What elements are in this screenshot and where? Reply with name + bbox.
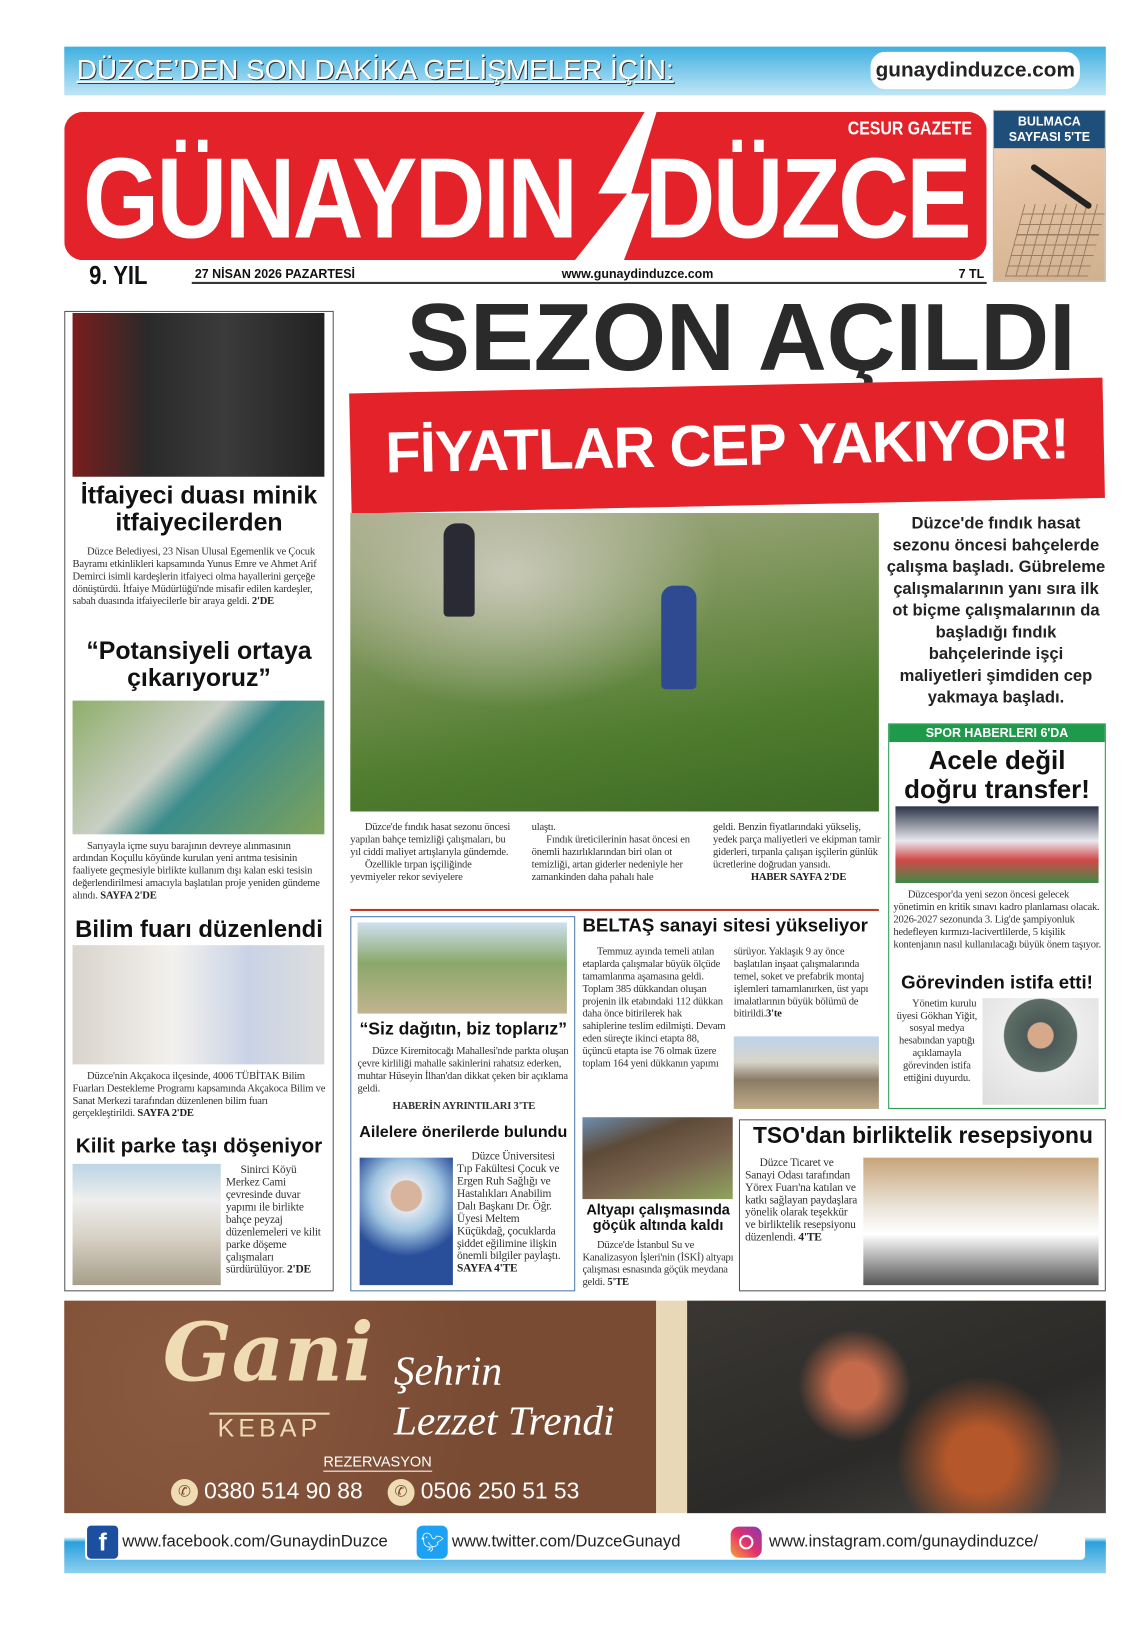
- ad-brand-sub: KEBAP: [209, 1413, 329, 1444]
- twitter-icon[interactable]: 🐦︎: [417, 1526, 448, 1559]
- ad-slogan-1: Şehrin: [393, 1347, 503, 1394]
- pen-icon: [1030, 163, 1093, 210]
- top-banner-site[interactable]: gunaydinduzce.com: [871, 52, 1080, 89]
- year-label: 9. YIL: [89, 261, 148, 291]
- lead-col-3: geldi. Benzin fiyatlarındaki yükseliş, yedek parça maliyetleri ve ekipman tamir giderleri, tırpanla çalışan işçilerin günlük ücretlerine doğrudan yansıdı. HABER SAYFA 2'DE: [713, 821, 881, 884]
- article-title[interactable]: BELTAŞ sanayi sitesi yükseliyor: [582, 915, 868, 936]
- instagram-link[interactable]: www.instagram.com/gunaydinduzce/: [769, 1532, 1039, 1551]
- article-title[interactable]: “Potansiyeli ortaya çıkarıyoruz”: [86, 637, 312, 693]
- article-ref[interactable]: HABERİN AYRINTILARI 3'TE: [392, 1100, 536, 1113]
- industrial-site-photo: [734, 1036, 879, 1109]
- article-title[interactable]: Ailelere önerilerde bulundu: [359, 1123, 568, 1142]
- phone-icon: ✆: [171, 1479, 198, 1506]
- water-plant-photo: [73, 701, 325, 835]
- phone-icon: ✆: [388, 1479, 415, 1506]
- lead-photo: [350, 513, 879, 811]
- site-url[interactable]: www.gunaydinduzce.com: [561, 266, 714, 281]
- lead-summary: Düzce'de fındık hasat sezonu öncesi bahçelerde çalışma başladı. Gübreleme çalışmalarının yanı sıra ilk ot biçme çalışmalarının da başladığı fındık bahçelerinde işçi maliyetleri şimdiden cep yakmaya başladı.: [886, 515, 1106, 707]
- article-title[interactable]: Bilim fuarı düzenlendi: [75, 915, 323, 943]
- article-body: Düzcespor'da yeni sezon öncesi gelecek yönetimin en kritik sınavı kadro planlaması olacak. 2026-2027 sezonunda 3. Lig'de şampiyonluk hedefleyen kırmızı-lacivertlilerde, 5 kişilik kontenjanın nasıl kullanılacağı büyük önem taşıyor.: [893, 889, 1101, 951]
- lead-title: SEZON AÇILDI: [406, 285, 1076, 391]
- team-photo: [895, 806, 1098, 883]
- date-label: 27 NİSAN 2026 PAZARTESİ: [194, 266, 355, 281]
- top-banner: [64, 47, 1106, 96]
- instagram-icon[interactable]: [731, 1527, 762, 1558]
- masthead-rule: [192, 282, 987, 284]
- park-photo: [358, 922, 567, 1013]
- official-photo: [983, 998, 1099, 1105]
- lead-subtitle: FİYATLAR CEP YAKIYOR!: [384, 405, 1070, 485]
- ad-brand-logo: Gani: [162, 1305, 374, 1401]
- lead-subtitle-banner: [349, 378, 1105, 514]
- masthead-name-right: DÜZCE: [644, 134, 969, 263]
- article-body: Düzce'nin Akçakoca ilçesinde, 4006 TÜBİTAK Bilim Fuarları Destekleme Programı kapsamında Akçakoca Bilim ve Sanat Merkezi tarafından düzenlenen bilim fuarı gerçekleştirildi. SAYFA 2'DE: [72, 1070, 326, 1120]
- masthead-name-left: GÜNAYDIN: [82, 134, 576, 263]
- facebook-link[interactable]: www.facebook.com/GunaydinDuzce: [122, 1532, 388, 1551]
- article-body: Düzce Ticaret ve Sanayi Odası tarafından Yörex Fuarı'na katılan ve katkı sağlayan paydaşlara yönelik olarak teşekkür ve birliktelik resepsiyonu düzenlendi. 4'TE: [745, 1156, 858, 1244]
- crossword-icon: [1005, 204, 1107, 277]
- firefighters-photo: [73, 313, 325, 477]
- twitter-link[interactable]: www.twitter.com/DuzceGunayd: [451, 1532, 681, 1551]
- paving-photo: [73, 1164, 221, 1285]
- article-body: Düzce'de İstanbul Su ve Kanalizasyon İşleri'nin (İSKİ) altyapı çalışması esnasında göçük meydana geldi. 5'TE: [582, 1239, 734, 1289]
- excavation-photo: [582, 1117, 732, 1199]
- article-body: Sarıyayla içme suyu barajının devreye alınmasının ardından Koçullu köyünde kurulan yeni arıtma tesisinin faaliyete geçmesiyle birlikte kullanım dışı kalan eski tesisin değerlendirilmesi amacıyla başlatılan proje yeniden gündeme alındı. SAYFA 2'DE: [72, 840, 320, 902]
- gani-kebap-ad[interactable]: [64, 1301, 1106, 1513]
- social-bar: [64, 1521, 1106, 1573]
- ad-reservation: REZERVASYON: [323, 1453, 431, 1472]
- science-fair-photo: [73, 945, 325, 1064]
- article-title[interactable]: Acele değil doğru transfer!: [904, 746, 1090, 805]
- masthead: [64, 112, 986, 263]
- article-body: Düzce Belediyesi, 23 Nisan Ulusal Egemenlik ve Çocuk Bayramı etkinlikleri kapsamında Yunus Emre ve Ahmet Arif Demirci isimli kardeşlerin itfaiyeci olma hayallerini gerçeğe dönüştürdü. İtfaiye Müdürlüğü'nde misafir edilen kardeşler, sabah duasında itfaiyecilerle bir araya geldi. 2'DE: [72, 546, 317, 608]
- lead-divider: [350, 909, 879, 911]
- facebook-icon[interactable]: f: [87, 1526, 118, 1559]
- slogan: CESUR GAZETE: [847, 118, 973, 139]
- sports-header[interactable]: SPOR HABERLERI 6'DA: [889, 724, 1105, 742]
- article-body: Düzce Kiremitocağı Mahallesi'nde parkta oluşan çevre kirliliği mahalle sakinlerini rahatsız ederken, muhtar Hüseyin İlhan'dan dikkat çeken bir açıklama geldi.: [357, 1045, 569, 1095]
- article-body: Sinirci Köyü Merkez Cami çevresinde duvar yapımı ile birlikte bahçe peyzaj düzenlemeleri ve kilit parke döşeme çalışmaları sürdürülüyor. 2'DE: [225, 1163, 321, 1276]
- article-title[interactable]: Altyapı çalışmasında göçük altında kaldı: [586, 1201, 730, 1234]
- article-title[interactable]: Kilit parke taşı döşeniyor: [75, 1134, 323, 1158]
- puzzle-box[interactable]: [993, 110, 1106, 282]
- lead-ref[interactable]: HABER SAYFA 2'DE: [750, 871, 847, 884]
- reception-photo: [863, 1158, 1098, 1285]
- article-title[interactable]: Görevinden istifa etti!: [901, 972, 1093, 993]
- top-banner-text: DÜZCE’DEN SON DAKİKA GELİŞMELER İÇİN:: [76, 53, 674, 85]
- doctor-photo: [360, 1158, 453, 1285]
- article-title[interactable]: “Siz dağıtın, biz toplarız”: [359, 1018, 568, 1039]
- ad-slogan-2: Lezzet Trendi: [393, 1397, 615, 1444]
- ad-phone-1[interactable]: 0380 514 90 88: [204, 1477, 363, 1504]
- article-title[interactable]: İtfaiyeci duası minik itfaiyecilerden: [80, 481, 318, 538]
- lead-col-2: ulaştı. Fındık üreticilerinin hasat öncesi en önemli hazırlıklarından biri olan ot temizliği, artan giderler nedeniyle her zamankinden daha pahalı hale: [531, 821, 690, 884]
- price-label: 7 TL: [958, 266, 985, 281]
- lead-col-1: Düzce'de fındık hasat sezonu öncesi yapılan bahçe temizliği çalışmaları, bu yıl ciddi maliyet artışlarıyla gündemde. Özellikle tırpan işçiliğinde yevmiyeler rekor seviyelere: [350, 821, 511, 884]
- puzzle-label: BULMACA SAYFASI 5'TE: [994, 111, 1105, 148]
- article-body: Düzce Üniversitesi Tıp Fakültesi Çocuk ve Ergen Ruh Sağlığı ve Hastalıkları Anabilim Dalı Başkanı Dr. Öğr. Üyesi Meltem Küçükdağ, çocuklarda şiddet eğilimine ilişkin önemli bilgiler paylaştı. SAYFA 4'TE: [457, 1150, 561, 1275]
- food-photo: [687, 1301, 1106, 1513]
- article-body: Yönetim kurulu üyesi Gökhan Yiğit, sosyal medya hesabından yaptığı açıklamayla görevinden istifa ettiğini duyurdu.: [896, 998, 978, 1085]
- article-body: sürüyor. Yaklaşık 9 ay önce başlatılan inşaat çalışmalarında temel, soket ve prefabrik montaj işlemleri tamamlanırken, üst yapı imalatlarının büyük bölümü de bitirildi.3'te: [733, 946, 869, 1020]
- ad-phone-2[interactable]: 0506 250 51 53: [420, 1477, 580, 1504]
- article-title[interactable]: TSO'dan birliktelik resepsiyonu: [752, 1122, 1093, 1149]
- article-body: Temmuz ayında temeli atılan etaplarda çalışmalar büyük ölçüde tamamlanma aşamasına geldi. Toplam 385 dükkandan oluşan projenin ilk etabındaki 112 dükkan daha önce bitirilerek hak sahiplerine teslim edilmişti. Devam eden süreçte ikinci etapta 88, üçüncü etapta ise 76 olmak üzere toplam 164 yeni dükkanın yapımı: [582, 946, 726, 1070]
